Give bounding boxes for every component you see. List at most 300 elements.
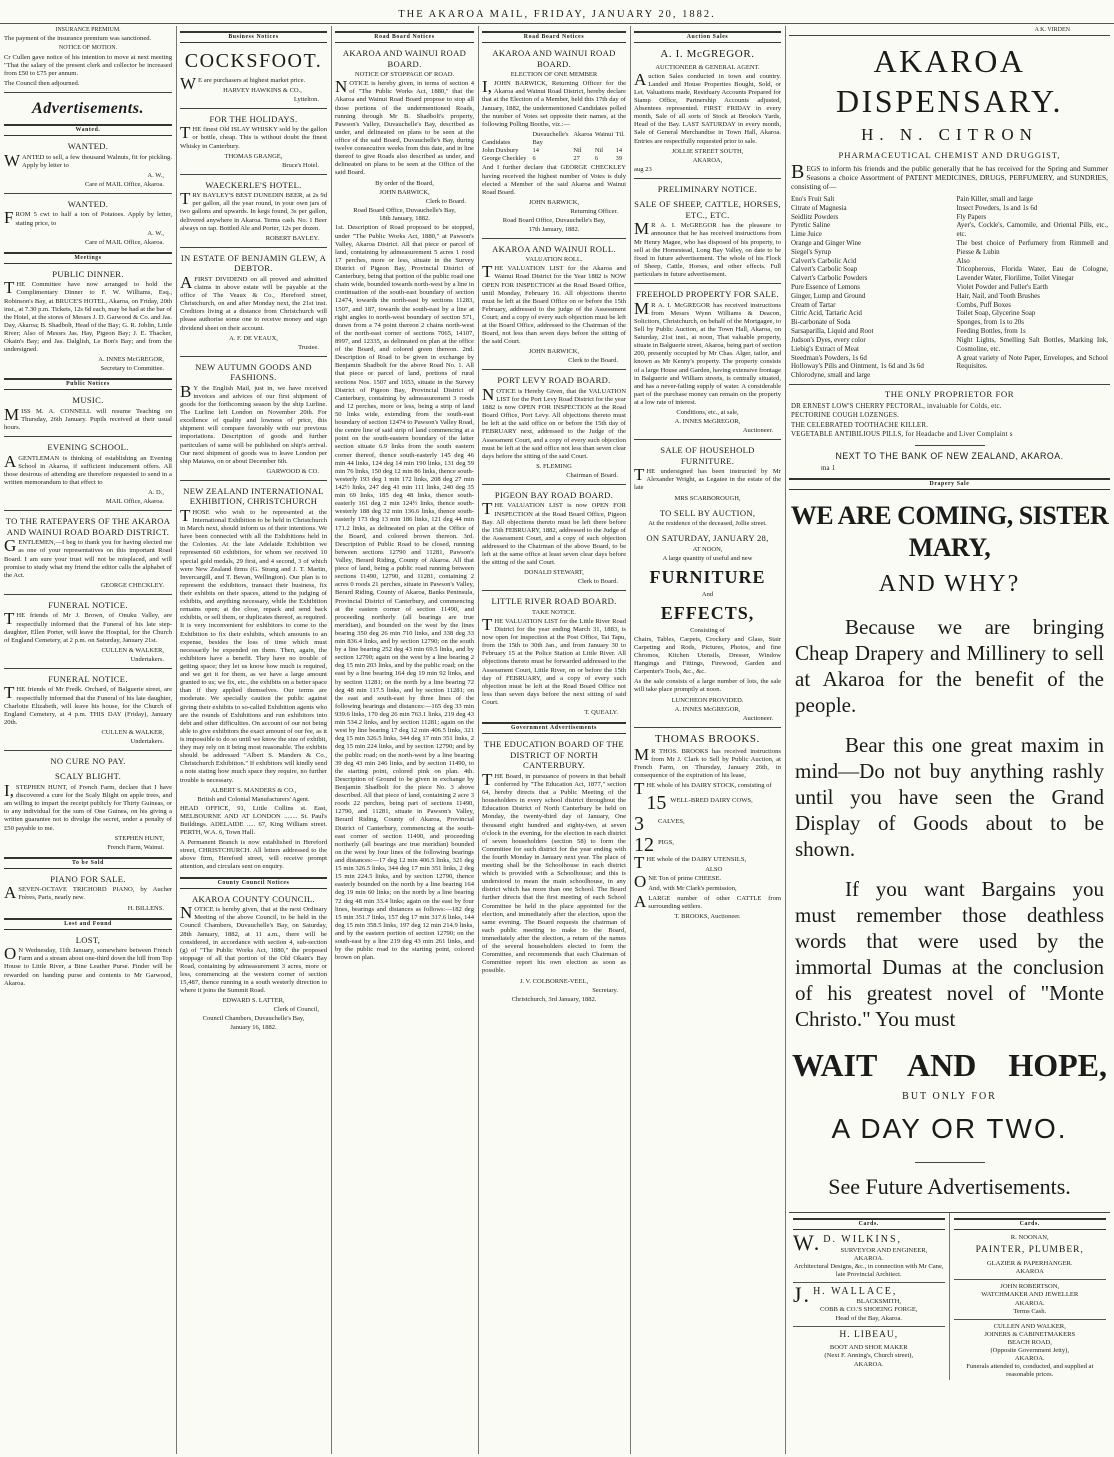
table-row [482,155,626,163]
ad-text: WE are purchasers at highest market price. [180,73,306,93]
section-header: Drapery Sale [789,478,1110,490]
divider [180,108,327,109]
ad-signature: Clerk to Board. [577,578,618,586]
divider [915,1162,985,1163]
list-item: Liebig's Extract of Meat [791,344,859,353]
ad-signature: Undertakers. [130,655,164,663]
ad-signature: A. INNES McGREGOR, [674,705,741,713]
ad-signature: H. BILLENS. [127,904,164,912]
divider [793,1282,945,1283]
list-item: Bi-carbonate of Soda [791,318,851,327]
ad-text: And, with Mr Clark's permission, [648,884,737,892]
card-text: Architectural Designs, &c., in connection with Mr Cane, late Provincial Architect. [793,1262,944,1278]
ad-title: EFFECTS, [660,602,755,623]
ad-signature: Clerk of Council, [273,1006,319,1014]
ad-title: AKAROA AND WAINUI ROLL. [492,243,616,254]
list-item: Citrate of Magnesia [791,203,847,212]
ad-text: And I further declare that GEORGE CHECKLEY having received the highest number of Votes is duly elected a Member of the said Akaroa and Wainui Road Board. [482,164,626,196]
ad-date: ma 1 [821,464,836,472]
divider [180,174,327,175]
ad-title: AKAROA DISPENSARY. [836,43,1063,119]
table-row [482,131,626,139]
divider [4,510,172,511]
list-item: Judson's Dyes, every color [791,335,866,344]
ad-title: FUNERAL NOTICE. [48,673,128,684]
ad-signature: S. FLEMING [536,462,572,470]
ad-subtitle: NOTICE OF STOPPAGE OF ROAD. [354,71,455,79]
ad-title: AKAROA AND WAINUI ROAD BOARD. [342,48,467,69]
list-item: Fly Papers [956,212,987,221]
divider [954,1319,1107,1320]
card-name: JOHN ROBERTSON, [1000,1283,1060,1291]
heading: INSURANCE PREMIUM. [55,27,121,33]
ad-text: I,JOHN BARWICK, Returning Officer for the Akaroa and Wainui Road District, hereby declare that at the Election of a Member, held this 17th day of January, 1882, the undermentioned Candidates polled the number of Votes set opposite their names, at the following Polling Booths, viz.:— [482,77,626,128]
table-cell [595,139,616,147]
ad-text: NOTICE is hereby given, in terms of section 4 of "The Public Works Act, 1880," that the Akaroa and Wainui Road Board propose to stop all those portions of the undermentioned Roads, running through Mr B. Shadbolt's property, Pawson's Valley, Duvauchelle's Bay, described as under, and delineated on plans to be seen at the office of the said Board, Duvauchelle's Bay, during twelve consecutive weeks from this date, and in line thereof to give Roads also described as under, and delineated on plans to be seen at the Office of the said Board. [335,77,474,177]
table-cell: 39 [615,154,623,162]
ad-text: FROM 5 cwt to half a ton of Potatoes. Apply by letter, stating price, to [4,208,172,228]
ad-title: NO CURE NO PAY. [50,755,126,766]
column-5 [630,26,785,1454]
ad-text: WANTED to sell, a few thousand Walnuts, fit for pickling. Apply by letter to [4,150,172,170]
section-header: Road Board Notices [335,31,474,43]
ad-title: WAIT AND HOPE, [791,1047,1107,1084]
ad-signature: Auctioneer. [742,427,773,435]
card-text: Funerals attended to, conducted, and supplied at reasonable prices. [966,1363,1094,1379]
table-cell: Bay [532,138,543,146]
ad-text: Auction Sales conducted in town and country. Landed and House Properties Bought, Sold, or Let. Valuations made, Residuary Accounts Prepared for Stamp Office, Partnership Accounts adjusted, Absentees represented. FIRST FRIDAY in every month, Sale of all sorts of Stock at Brooks's Yards, Head of the Bay. LAST SATURDAY in every month, Sale of General Merchandise in Town Hall, Akaroa. Entries are respectfully requested prior to sale. [634,69,781,145]
divider [793,1326,945,1327]
ad-signature: Lyttelton. [293,95,319,103]
ad-title: WAECKERLE'S HOTEL. [205,179,302,190]
ad-signature: Road Board Office, Duvauchelle's Bay, [502,216,606,224]
ad-text: Because we are bringing Cheap Drapery and Millinery to sell at Akaroa for the benefit of the people. [795,614,1104,717]
ad-signature: JOHN BARWICK, [528,198,580,206]
ad-text: MRS SCARBOROUGH, [674,494,741,502]
card-name: R. NOONAN, [1010,1234,1049,1242]
divider [634,727,781,728]
ad-signature: THOMAS GRANGE, [224,152,283,160]
ad-text: BEGS to inform his friends and the public generally that he has received for the Spring and Summer Seasons a choice Assortment of PATENT MEDICINES, DRUGS, PERFUMERY, and SUNDRIES, consisting of— [791,160,1108,191]
list-item: Seidlitz Powders [791,212,839,221]
ad-text: THE finest Old ISLAY WHISKY sold by the gallon or bottle, cheap. This is without doubt the finest Whisky in Canterbury. [180,123,327,150]
ad-text: ALSO [705,865,723,873]
list-item: Steedman's Powders, 1s 6d [791,353,867,362]
ad-text: If you want Bargains you must remember those deathless words that were used by the immortal Dumas at the conclusion of his greatest novel of "Monte Christo." You must [795,876,1104,1032]
list-item: Insect Powders, 1s and 1s 6d [956,203,1038,212]
ad-text: Chairs, Tables, Carpets, Crockery and Glass, Stair Carpeting and Rods, Pictures, Photos, and fine Chromos, Kitchen Utensils, Dresser, Window Hangings and Fittings, Firewood, Garden and Carpenter's Tools, &c., &c. [634,635,781,676]
ad-text: THE Committee have now arranged to hold the Complimentary Dinner to F. W. Williams, Esq., Robinson's Bay, at BRUCE'S HOTEL, Akaroa, on Friday, 20th inst., at 7.30 p.m. Tickets, 12s 6d each, may be had at the bar of the Hotel, at the stores of Messrs J. D. Garwood & Co. and Jas. Day, Akaroa; B. Shadbolt, Head of the Bay; G. R. Joblin, Little River; Also of Messrs Jas. Hay, Pigeon Bay; J. E. Thacker, Okain's Bay; and Jas. Dalglish, Le Bon's Bay; and from the undersigned. [4,278,172,354]
ad-title: THOMAS BROOKS. [655,732,760,745]
ad-title: PIGEON BAY ROAD BOARD. [494,489,614,500]
item-label: PIGS, [658,838,674,846]
ad-subtitle: VALUATION ROLL. [525,256,583,264]
section-header: County Council Notices [180,877,327,889]
card-subtitle: PAINTER, PLUMBER, [975,1245,1084,1256]
list-item: Feeding Bottles, from 1s [956,327,1026,336]
ad-text: MR A. I. McGREGOR has the pleasure to announce that he has received instructions from Mr Henry Magee, who has disposed of his property, to sell at the Homestead, Long Bay Valley, on date to be fixed in future advertisement. The whole of his Flock of Sheep, Cattle, Horses, and other effects. Full particulars in future advertisement. [634,219,781,279]
column-4 [478,26,630,1454]
ad-title: PORT LEVY ROAD BOARD. [497,375,611,386]
divider [634,178,781,179]
table-cell: Wainui [594,130,614,138]
ad-signature: A. INNES McGREGOR, [98,356,164,364]
ad-signature: Undertakers. [130,737,164,745]
ad-signature: By order of the Board, [375,179,434,187]
ad-title: SALE OF SHEEP, CATTLE, HORSES, ETC., ETC. [634,199,781,220]
ad-text: THE whole of the DAIRY UTENSILS, [634,852,747,872]
table-cell [573,139,594,147]
ad-signature: ROBERT BAYLEY. [265,234,319,242]
list-item: Ayer's, Cockle's, Camomile, and Oriental Pills, etc., etc. [956,221,1108,239]
ad-name: H. N. CITRON [861,125,1038,145]
card-text: (Next F. Anning's, Church street), [824,1352,914,1360]
section-title: Advertisements. [32,100,144,118]
ad-text: And [701,590,714,598]
list-item: Lime Juice [791,230,822,239]
list-item: Pain Killer, small and large [956,194,1033,203]
table-row [482,139,626,147]
ad-title: NEW AUTUMN GOODS AND FASHIONS. [195,361,312,383]
ad-signature: French Farm, Wainui. [107,843,164,851]
section-header: Road Board Notices [482,31,626,43]
table-cell: 14 [532,146,539,154]
ad-text: THE VALUATION LIST for the Akaroa and Wainui Road District for the Year 1882 is NOW OPEN FOR INSPECTION at the Road Board Office, until Monday, February 16. All objections thereto must be left at the Board Office on or before the 15th February, addressed to the judge of the Assessment Court; and a copy of every such objection must be left at the Board Office, addressed to the Chairman of the Board, not less than seven days before the sitting of the said Court. [482,262,626,346]
list-item: VEGETABLE ANTIBILIOUS PILLS, for Headache and Liver Complaint s [791,431,1013,439]
ad-date: January 16, 1882. [230,1024,277,1032]
list-item: Tricopherous, Florida Water, Eau de Cologne, Lavender Water, Florilime, Toilet Vinegar [956,265,1108,283]
ad-signature: JOHN BARWICK, [379,188,430,196]
ad-text: Consisting of [690,626,725,634]
divider [4,436,172,437]
divider [4,594,172,595]
ad-signature: Road Board Office, Duvauchelle's Bay, [353,206,456,214]
card-name: CULLEN AND WALKER, [993,1322,1066,1330]
ad-signature: Auctioneer. [742,714,773,722]
product-list [789,403,1110,440]
ad-signature: Secretary. [592,986,618,994]
ad-subtitle: AUCTIONEER & GENERAL AGENT. [655,63,760,71]
column-6 [785,26,1114,1454]
ad-signature: J. V. COLBORNE-VEEL, [519,977,589,985]
table-cell: Nil [594,146,603,154]
ad-date: 18th January, 1882. [379,215,430,223]
table-cell: Ttl. [615,130,625,138]
ad-text: ASEVEN-OCTAVE TRICHORD PIANO, by Aucher Frères, Paris, nearly new. [4,883,172,903]
ad-title: ON SATURDAY, JANUARY 28, [646,533,769,544]
card-subtitle: SURVEYOR AND ENGINEER, [840,1246,928,1254]
ad-signature: Secretary to Committee. [100,365,164,373]
ad-title: LITTLE RIVER ROAD BOARD. [491,596,617,607]
divider [4,193,172,194]
list-item: Combs, Puff Boxes [956,300,1012,309]
cards-section [789,1212,1110,1379]
ad-signature: Trustee. [298,343,319,351]
item-label: WELL-BRED DAIRY COWS, [670,796,753,804]
ad-title: TO SELL BY AUCTION, [659,507,756,518]
divider [180,480,327,481]
table-cell [616,139,626,147]
ad-text: THE VALUATION LIST is now OPEN FOR INSPECTION at the Road Board Office, Pigeon Bay. All objections thereto must be left there before the 15th FEBRUARY, 1882, addressed to the Judge of the Assessment Court, and a copy of such objection addressed to the Chairman of the above Board, to be left at the same office at least seven clear days before the sitting of the said Court. [482,499,626,567]
ad-text: AGENTLEMAN is thinking of establishing an Evening School in Akaroa, if sufficient inducement offers. All those desirous of attending are therefore requested to send in a written memorandum to that effect to [4,451,172,487]
list-item: Orange and Ginger Wine [791,238,862,247]
ad-text: ON Wednesday, 11th January, somewhere between French Farm and a stream about one-third down the hill from Top House to Little River, a Bine Leather Purse. Finder will be rewarded on handing purse and contents to Mr Garwood, Akaroa. [4,944,172,987]
ad-text: THE VALUATION LIST for the Little River Road District for the year ending March 31, 1883, is now open for inspection at the Post Office, Tai Tapu, from the 15th to 30th Jan., and from January 30 to February 15 at the Police Station at Little River. All objections thereto must be forwarded addressed to the Assessment Court, Little River, on or before the 15th day of FEBRUARY, and a copy of every such objection must be left at the Road Board Office not less than seven days before the next sitting of said Court. [482,614,626,706]
ad-text: THE undersigned has been instructed by Mr Alexander Wright, as Legatee in the estate of the late [634,465,781,492]
list-item: Hair, Nail, and Tooth Brushes [956,291,1040,300]
product-list [791,195,1108,380]
card-text: BEACH ROAD, [1007,1338,1052,1346]
column-3 [331,26,478,1454]
ad-signature: Bruce's Hotel. [282,161,319,169]
quantity: 3 [634,812,644,835]
ad-title: EVENING SCHOOL. [47,442,129,453]
section-header: Wanted. [4,124,172,136]
list-item: Sponges, from 1s to 20s [956,318,1024,327]
ad-text: MISS M. A. CONNELL will resume Teaching on Thursday, 26th January. Pupils received at their usual hours. [4,404,172,432]
ad-title: COCKSFOOT. [184,50,323,73]
divider [4,750,172,751]
section-header: Auction Sales [634,31,781,43]
divider [482,590,626,591]
ad-text: THE friends of Mr J. Brown, of Onuku Valley, are respectfully informed that the Funeral of his late step-daughter, Ellen Porter, will leave the Hospital, for the Church of England Cemetery, at 2 p.m. on Saturday, January 21st. [4,609,172,644]
table-cell: 6 [532,154,536,162]
card-place: AKAROA. [1014,1299,1045,1307]
table-cell [482,131,533,139]
ad-text: HEAD OFFICE, 91, Little Collins st. East, MELBOURNE AND AT LONDON ........ St. Paul's Buildings. ADELAIDE ..... 67, King William street. PERTH, W.A. 6, Town Hall. [180,804,327,836]
ad-text: THE friends of Mr Fredk. Orchard, of Balguerie street, are respectfully informed that the Funeral of his late daughter, Charlotte Elizabeth, will leave his house, for the Church of England Cemetery, at 4 p.m. THIS DAY (Friday), January 20th. [4,683,172,726]
ad-title: WANTED. [67,141,109,152]
ad-date: aug 23 [634,165,652,173]
ad-signature: HARVEY HAWKINS & CO., [223,86,302,94]
ad-title: AKAROA COUNTY COUNCIL. [191,893,315,904]
ad-title: PRELIMINARY NOTICE. [657,183,758,194]
ad-title: SALE OF HOUSEHOLD FURNITURE. [660,445,755,466]
ad-signature: CULLEN & WALKER, [101,646,164,654]
list-item: PECTORINE COUGH LOZENGES. [791,412,900,420]
ad-signature: Chairman of Board. [566,471,618,479]
cards-column-right [950,1213,1111,1379]
list-item: A great variety of Note Paper, Envelopes, and School Requisites. [956,353,1108,371]
ad-text: Bear this one great maxim in mind—Do not buy anything rashly until you have seen the Grand Display of Goods about to be shown. [795,732,1104,861]
ad-subtitle: PHARMACEUTICAL CHEMIST AND DRUGGIST, [838,150,1061,160]
ad-text: GENTLEMEN,—I beg to thank you for having elected me as one of your representatives on this important Road Board. I am sure your trust will not be misplaced, and will promise to study what my friend the editor calls the alphabet of the Act. [4,536,172,579]
ad-signature: Returning Officer. [570,207,618,215]
ad-signature: Council Chambers, Duvauchelle's Bay, [202,1015,305,1023]
ad-signature: Care of MAIL Office, Akaroa. [84,180,164,188]
section-header: Cards. [793,1218,945,1230]
ad-text: AT NOON, [692,545,723,553]
table-cell: Akaroa [573,130,593,138]
table-cell: George Checkley [482,154,527,162]
ad-title: FUNERAL NOTICE. [48,599,128,610]
divider [789,384,1110,385]
ad-subtitle: THE ONLY PROPRIETOR FOR [884,388,1015,399]
divider [482,484,626,485]
list-item: Siegel's Syrup [791,247,831,256]
banner-title: WE ARE COMING, SISTER MARY, [790,501,1109,563]
divider [634,283,781,284]
quantity: 12 [634,833,654,856]
list-item [634,814,781,834]
divider [789,35,1110,36]
list-item: Cream of Tartar [791,300,836,309]
divider [954,1279,1107,1280]
ad-title: PIANO FOR SALE. [50,873,126,884]
list-item: Violet Powder and Fuller's Earth [956,283,1048,292]
ad-text: TRY BAYLEY'S BEST DUNEDIN BEER, at 2s 9d per gallon, all the year round, in your own jars of two gallons and upwards. In kegs found, 3s per gallon, delivered anywhere in Akaroa. Terms cash. No. 1 Beer always on tap. Bottled Ale and Porter, 12s per dozen. [180,189,327,232]
divider [180,247,327,248]
paragraph: The Council then adjourned. [4,80,80,88]
table-cell: Candidates [482,138,511,146]
ad-signature: CULLEN & WALKER, [101,728,164,736]
ad-signature: Care of MAIL Office, Akaroa. [84,238,164,246]
ad-text: ALARGE number of other CATTLE from surrounding settlers. [634,891,781,911]
table-cell: Duvauchelle's [532,130,569,138]
ad-date: 17th January, 1882. [528,225,580,233]
list-item: Pure Essence of Lemons [791,283,861,292]
ad-text: Conditions, etc., at sale, [676,409,739,417]
divider [482,238,626,239]
table-cell: 14 [615,146,623,154]
card-text: (Opposite Government Jetty), [990,1347,1070,1355]
table-cell: John Duxbury [482,146,519,154]
divider [180,356,327,357]
card-text: GLAZIER & PAPERHANGER. [986,1260,1073,1268]
ad-title: MUSIC. [72,395,104,406]
ad-signature: GEORGE CHECKLEY. [100,581,164,589]
ad-text: A Permanent Branch is now established in Hereford street, CHRISTCHURCH. All letters addressed to the above firm, Hereford street, will receive prompt attention, and circulars sent on enquiry. [180,839,327,871]
product-list-right [957,195,1109,380]
section-header: Cards. [954,1218,1107,1230]
section-header: Lost and Found [4,918,172,930]
ad-title: FOR THE HOLIDAYS. [209,113,298,124]
ad-signature: Clerk to Board. [425,197,466,205]
ad-signature: Clerk to the Board. [568,357,618,365]
card-place: AKAROA. [853,1254,884,1262]
ad-address: AKAROA, [692,156,723,164]
paragraph: Cr Cullen gave notice of his intention to move at next meeting "That the salary of the present clerk and collector be increased from £50 to £75 per annum. [4,53,172,78]
divider [4,668,172,669]
ad-address: NEXT TO THE BANK OF NEW ZEALAND, AKAROA. [835,450,1064,461]
ad-title: THE EDUCATION BOARD OF THE DISTRICT OF NORTH CANTERBURY. [484,739,624,771]
ad-signature: British and Colonial Manufacturers' Agent. [197,795,310,803]
card-name: J.H. WALLACE, [793,1282,898,1308]
list-item [634,835,781,855]
card-name: W.D. WILKINS, [793,1230,903,1256]
ad-signature: T. BROOKS, Auctioneer. [674,913,741,921]
list-item: Chlorodyne, small and large [791,371,871,380]
ad-text: MR THOS. BROOKS has received instructions from Mr J. Clark to Sell by Public Auction, at French Farm, on Thursday, January 26th, in consequence of the expiration of his lease, [634,745,781,780]
table-cell: 27 [573,154,580,162]
cards-column-left [789,1213,950,1379]
list-item: Calvert's Carbolic Powders [791,274,868,283]
quantity: 15 [646,791,667,814]
section-header: Business Notices [180,31,327,43]
ad-signature: DONALD STEWART, [524,569,584,577]
ad-text: THE Board, in pursuance of powers in that behalf conferred by "The Education Act, 1877," section 64, hereby directs that a Public Meeting of the householders in every school district throughout the Education District of North Canterbury be held on Monday, the twenty-third day of January, One thousand eight hundred and eighty-two, at seven o'clock in the evening, for the election in each district of seven householders (section 58) to form the Committee for such district for the year ending with the fourth Monday in January next year. The place of meeting shall be the Schoolhouse in each district which is provided with a Schoolhouse; and this is understood to mean the main schoolhouse, in any district which has more than one School. The Board further directs that the first meeting of each School Committee be held in the place appointed for the election, and immediately after the election, upon the same evening. The Board requests the chairman of each public meeting to make to the Board, immediately after the election, a return of the names of the several householders elected to form the Committee, and recommends that each Chairman of Committee report his own election as soon as possible. [482,769,626,975]
divider [634,439,781,440]
ad-title: FREEHOLD PROPERTY FOR SALE. [636,289,779,300]
ad-title: WANTED. [67,198,109,209]
ad-title: AKAROA AND WAINUI ROAD BOARD. [492,48,616,69]
ad-text: A large quantity of useful and new [662,554,753,562]
section-header: Public Notices [4,378,172,390]
list-item: Sarsaparilla, Liquid and Root [791,327,874,336]
ad-title: LOST, [75,934,101,945]
ad-text: LUNCHEON PROVIDED. [671,696,744,704]
banner-subtitle: AND WHY? [878,571,1021,598]
ad-title: A DAY OR TWO. [831,1112,1068,1144]
ad-text: NOTICE is hereby given, that at the next Ordinary Meeting of the above Council, to be held in the Council Chambers, Duvauchelle's Bay, on Saturday, 28th January, 1882, at 11 a.m., there will be considered, in accordance with section 4, sub-section (g) of "The Public Works Act, 1880," the proposed stoppage of all that portion of the Old Okain's Bay Road, containing by admeasurement 3 acres, more or less, commencing at the western corner of section 15,487, thence running in a south westerly direction to where it joins the Summit Road. [180,903,327,995]
ad-date: Christchurch, 3rd January, 1882. [511,995,597,1003]
list-item: Ginger, Lump and Ground [791,291,866,300]
ad-signature: A. W., [147,171,164,179]
table-cell: 6 [594,154,599,162]
ad-text: THOSE who wish to be represented at the International Exhibition to be held in Christchurch in March next, should inform us of their intentions. We have been connected with all the Exhibitions held in the Colonies. At the late Adelaide Exhibition we represented 60 exhibitors, for whom we received 10 special gold medals, 29 first, and 4 second, 3 of which were New Zealand firms (G. Strang and J. T. Martin, Invercargill, and T. Bevan, Wellington). Our plan is to represent the exhibitors, transact their business, fix their exhibits on their spaces, attend to the judging of exhibits, and anything necessary, while the Exhibition remains open; at the close, repack and send back exhibits, or sell them, or duplicates thereof, as required. It is very inconvenient for exhibitors to come to the Exhibition to fix their exhibits, which amounts to an expense, besides the loss of time which must necessarily be expended on them. Then, again, the exhibitors have a benefit. They have no trouble of getting space; they let us know how much is required, and we get it for them, as we have a large amount granted to us; we fix, etc., the exhibits on a better space than if they applied themselves. Our terms are moderate. We specially caution the public against giving their exhibits to so-called Exhibition agents who are the rounds of Exhibitions and run exhibitors into debt and other difficulties. On account of our not being able to give exhibitors the exact amount of our fee, as it is impossible to do so until we know the size of exhibit, they may rely on it being most reasonable. The exhibits should be addressed "Albert S. Manders & Co., Christchurch Exhibition." If exhibitors will kindly send a note stating how much space they require, no further trouble is necessary. [180,505,327,784]
ad-text: As the sale consists of a large number of lots, the sale will take place promptly at noon. [634,678,781,694]
ad-signature: STEPHEN HUNT, [114,834,164,842]
card-subtitle: JOINERS & CABINETMAKERS [984,1330,1076,1338]
ad-subtitle: ELECTION OF ONE MEMBER [510,71,598,79]
ad-text: AFIRST DIVIDEND on all proved and admitted claims in above estate will be payable at the office of The Veaux & Co., Hereford street, Christchurch, on and after Monday next, the 21st inst. Creditors living at a distance from Christchurch will please authorise some one to receive money and sign dividend sheet on their account. [180,272,327,332]
ad-title: NEW ZEALAND INTERNATIONAL EXHIBITION, CHRISTCHURCH [183,485,324,507]
list-item: The best choice of Perfumery from Rimmell and Piesse & Lubin [956,238,1108,256]
ad-subtitle: TAKE NOTICE. [532,608,576,616]
card-text: Terms Cash. [1013,1307,1047,1315]
list-item [646,793,781,813]
ad-signature: JOHN BARWICK, [528,348,580,356]
divider [915,445,985,446]
ad-title: A. I. McGREGOR. [660,48,755,61]
list-item: Night Lights, Smelling Salt Bottles, Marking Ink, Cosmoline, etc. [956,335,1108,353]
ad-title: PUBLIC DINNER. [52,268,124,279]
card-place: AKAROA. [853,1360,884,1368]
section-header: To be Sold [4,857,172,869]
card-place: AKAROA. [1014,1355,1045,1363]
card-text: COBB & CO.'S SHOEING FORGE, [819,1306,918,1314]
list-item: Also [956,256,970,265]
list-item: DR ERNEST LOW'S CHERRY PECTORAL, invaluable for Colds, etc. [791,402,1002,410]
ad-text: I,STEPHEN HUNT, of French Farm, declare that I have discovered a cure for the Scaly Blight on apple trees, and am willing to impart the receipt publicly for Thirty Guineas, or to any individual for the sum of One Guinea, on his giving a written guarantee not to divulge the secret, under a penalty of £50 payable to me. [4,781,172,832]
card-subtitle: BOOT AND SHOE MAKER [829,1344,908,1352]
ad-text: At the residence of the deceased, Jollie street. [648,520,767,528]
paragraph: The payment of the insurance premium was sanctioned. [4,35,152,43]
ad-text: ONE Ton of prime CHEESE. [634,871,722,891]
list-item: Eno's Fruit Salt [791,194,835,203]
list-item: Pyretic Saline [791,221,831,230]
column-1 [0,26,176,1454]
list-item: Toilet Soap, Glycerine Soap [956,309,1036,318]
section-header: Meetings [4,252,172,264]
ad-signature: ALBERT S. MANDERS & CO., [210,786,297,794]
table-cell: Nil [573,146,582,154]
election-table [482,131,626,163]
column-2 [176,26,331,1454]
ad-signature: A. W., [147,229,164,237]
list-item: Calvert's Carbolic Soap [791,265,858,274]
ad-title: SCALY BLIGHT. [54,771,122,782]
card-place: Head of the Bay, Akaroa. [835,1314,903,1322]
divider [482,369,626,370]
ad-signature: T. QUEALY. [584,709,618,717]
product-list-left [791,195,943,380]
masthead: THE AKAROA MAIL, FRIDAY, JANUARY 20, 1882. [0,0,1114,24]
section-header: Government Advertisements [482,722,626,734]
ad-signature: GARWOOD & CO. [266,467,319,475]
ad-text: THE whole of his DAIRY STOCK, consisting of [634,779,772,799]
ad-signature: MAIL Office, Akaroa. [105,498,164,506]
